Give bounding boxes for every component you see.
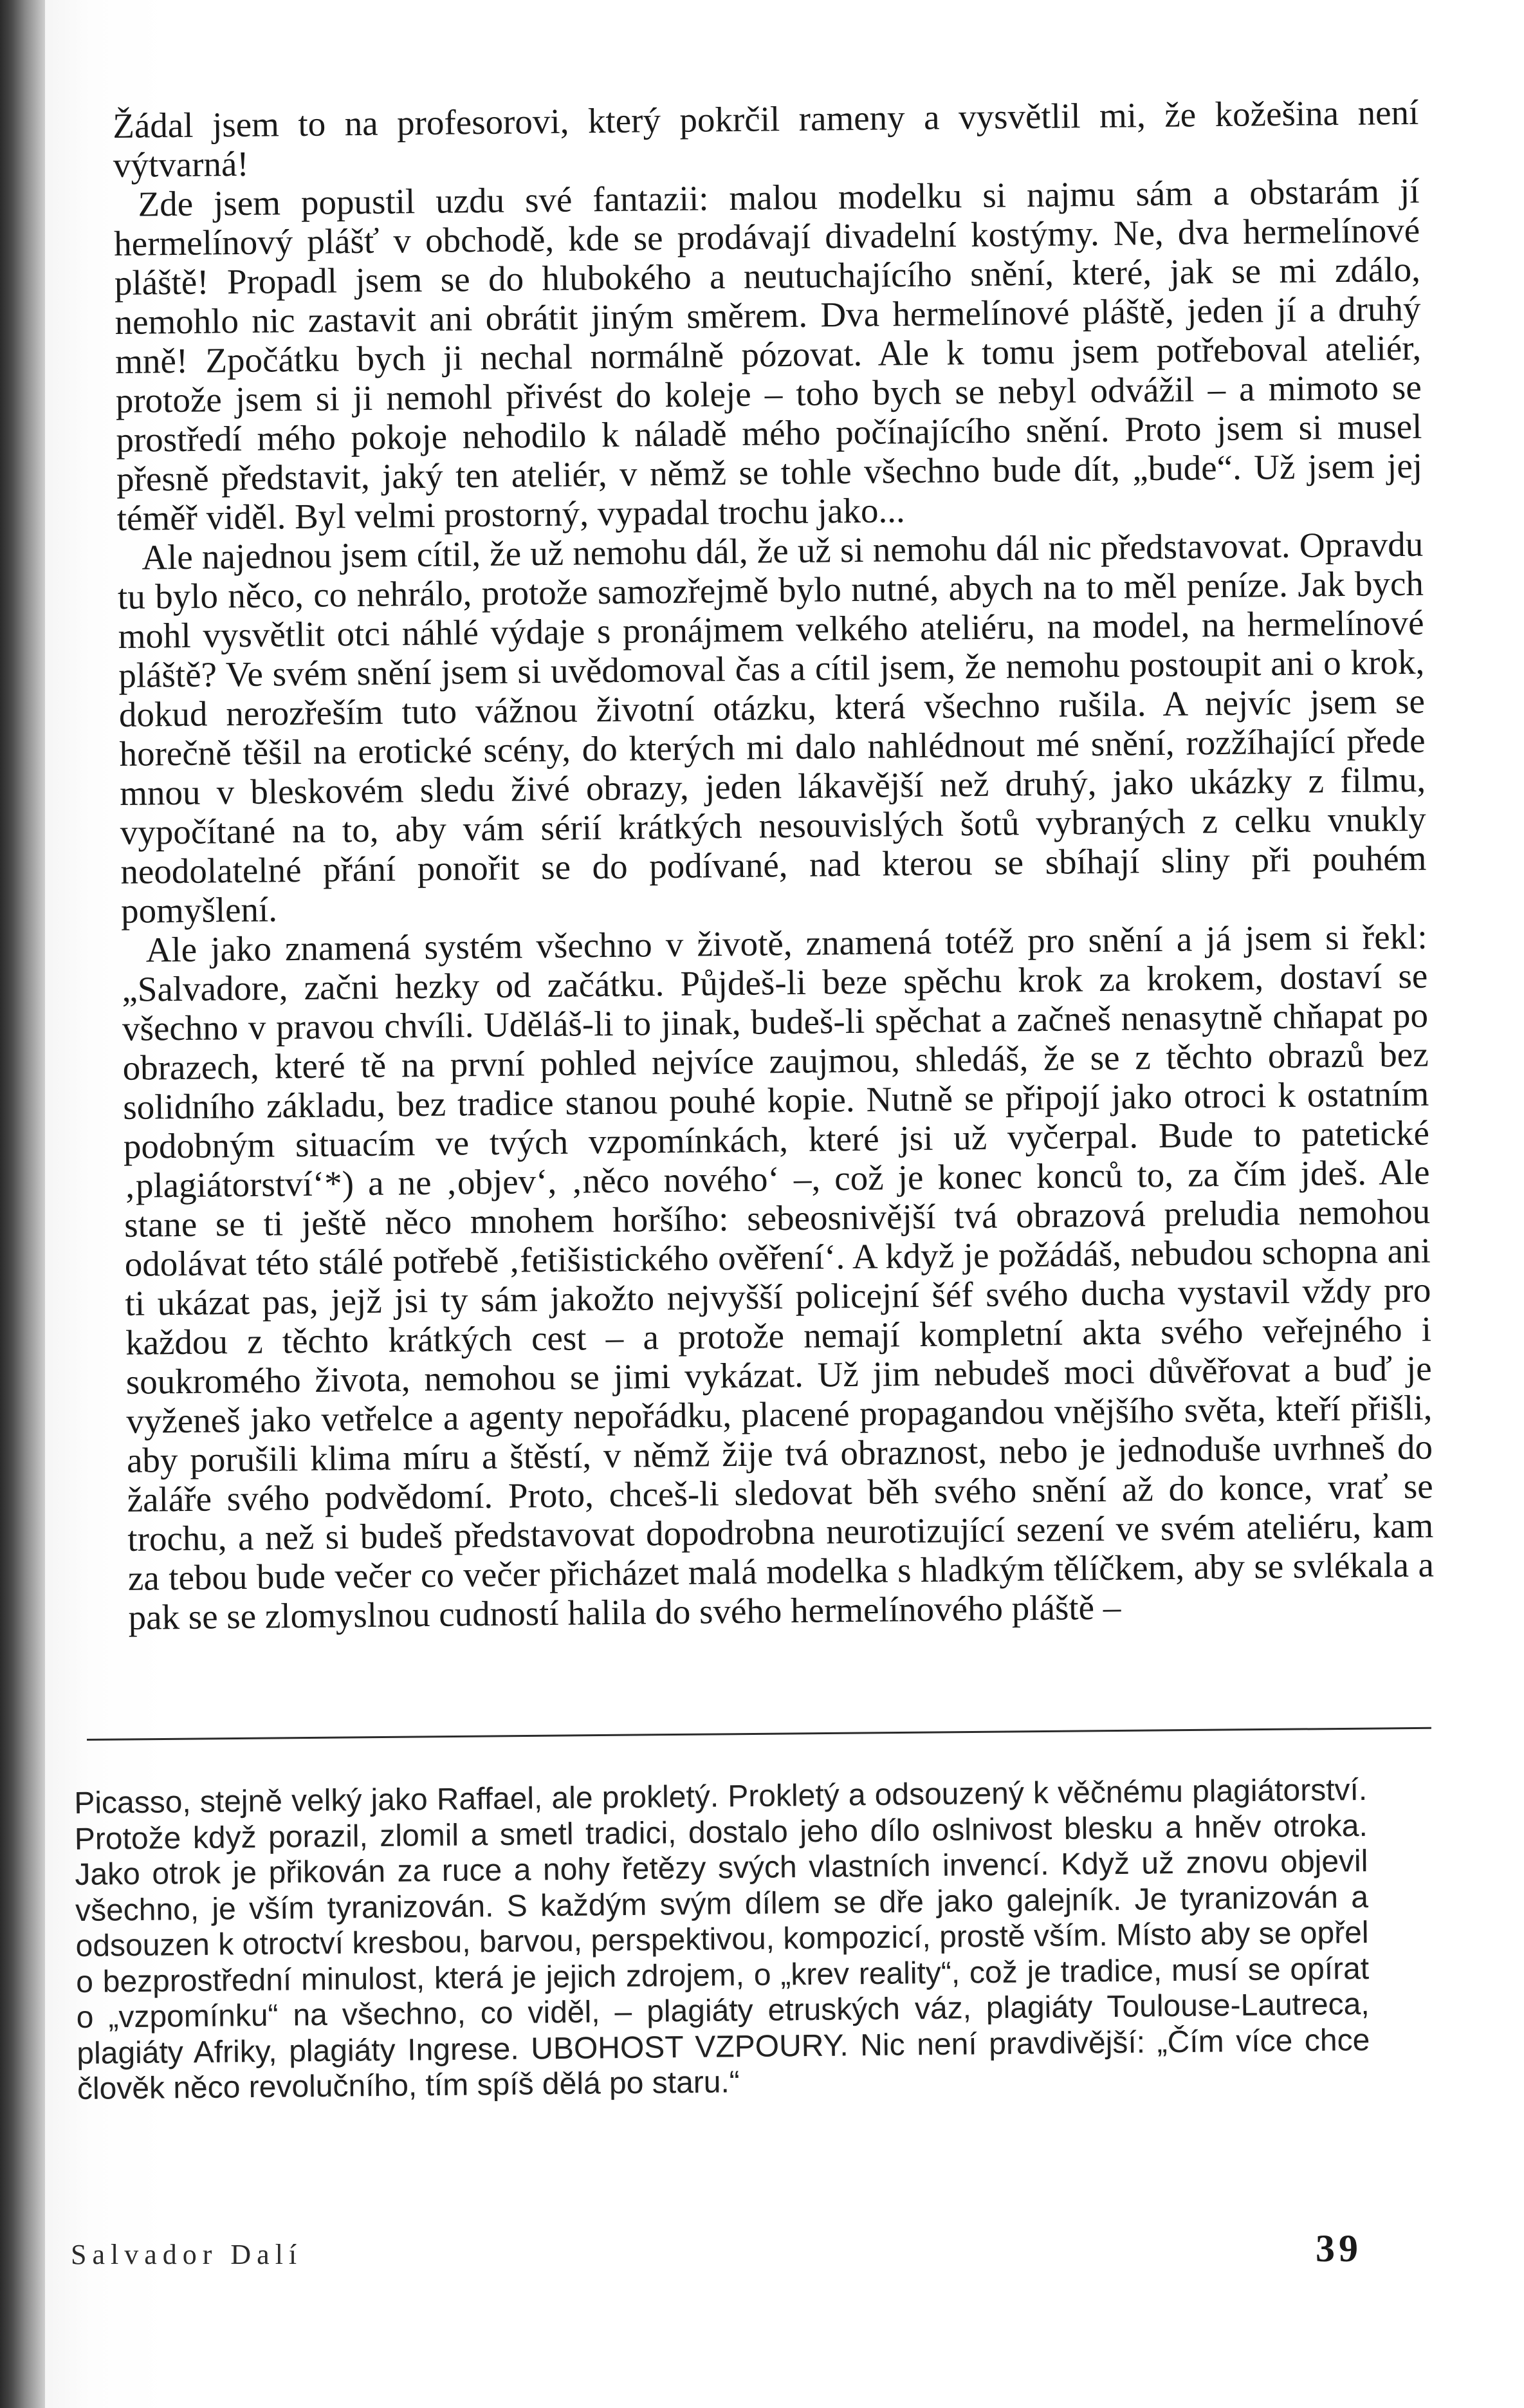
paragraph-2: Zde jsem popustil uzdu své fantazii: malou modelku si najmu sám a obstarám jí hermelínový plášť v obchodě, kde se prodávají divadelní kostýmy. Ne, dva hermelínové pláště! Propadl jsem se do hlubokého a neutuchajícího snění, které, jak se mi zdálo, nemohlo nic zastavit ani obrátit jiným směrem. Dva hermelínové pláště, jeden jí a druhý mně! Zpočátku bych ji nechal normálně pózovat. Ale k tomu jsem potřeboval ateliér, protože jsem si ji nemohl přivést do koleje – toho bych se nebyl odvážil – a mimoto se prostředí mého pokoje nehodilo k náladě mého počínajícího snění. Proto jsem si musel přesně představit, jaký ten ateliér, v němž se tohle všechno bude dít, „bude“. Už jsem jej téměř viděl. Byl velmi prostorný, vypadal trochu jako... — [113, 171, 1423, 538]
paragraph-3: Ale najednou jsem cítil, že už nemohu dál, že už si nemohu dál nic představovat. Opravdu tu bylo něco, co nehrálo, protože samozřejmě bylo nutné, abych na to měl peníze. Jak bych mohl vysvětlit otci náhlé výdaje s pronájmem velkého ateliéru, na model, na hermelínové pláště? Ve svém snění jsem si uvědomoval čas a cítil jsem, že nemohu postoupit ani o krok, dokud nerozřeším tuto vážnou životní otázku, která všechno rušila. A nejvíc jsem se horečně těšil na erotické scény, do kterých mi dalo nahlédnout mé snění, rozžíhající přede mnou v bleskovém sledu živé obrazy, jeden lákavější než druhý, jako ukázky z filmu, vypočítané na to, aby vám sérií krátkých nesouvislých šotů vybraných z celku vnukly neodolatelné přání ponořit se do podívané, nad kterou se sbíhají sliny při pouhém pomyšlení. — [117, 524, 1427, 931]
main-text — [113, 93, 1435, 1637]
page-number: 39 — [1316, 2227, 1362, 2270]
paragraph-4: Ale jako znamená systém všechno v životě, znamená totéž pro snění a já jsem si řekl: „Salvadore, začni hezky od začátku. Půjdeš-li beze spěchu krok za krokem, dostaví se všechno v pravou chvíli. Uděláš-li to jinak, budeš-li spěchat a začneš nenasytně chňapat po obrazech, které tě na první pohled nejvíce zaujmou, shledáš, že se z těchto obrazů bez solidního základu, bez tradice stanou pouhé kopie. Nutně se připojí jako otroci k ostatním podobným situacím ve tvých vzpomínkách, které jsi už vyčerpal. Bude to patetické ‚plagiátorství‘*) a ne ‚objev‘, ‚něco nového‘ –, což je konec konců to, za čím jdeš. Ale stane se ti ještě něco mnohem horšího: sebeosnivější tvá obrazová preludia nemohou odolávat této stálé potřebě ‚fetišistického ověření‘. A když je požádáš, nebudou schopna ani ti ukázat pas, jejž jsi ty sám jakožto nejvyšší policejní šéf svého ducha vystavil vždy pro každou z těchto krátkých cest – a protože nemají kompletní akta svého veřejného i soukromého života, nemohou se jimi vykázat. Už jim nebudeš moci důvěřovat a buď je vyženeš jako vetřelce a agenty nepořádku, placené propagandou vnějšího světa, kteří přišli, aby porušili klima míru a štěstí, v němž žije tvá obraznost, nebo je jednoduše uvrhneš do žaláře svého podvědomí. Proto, chceš-li sledovat běh svého snění až do konce, vrať se trochu, a než si budeš představovat dopodrobna neurotizující sezení ve svém ateliéru, kam za tebou bude večer co večer přicházet malá modelka s hladkým tělíčkem, aby se svlékala a pak se se zlomyslnou cudností halila do svého hermelínového pláště – — [122, 916, 1435, 1637]
book-binding-shadow — [0, 0, 45, 2408]
running-footer-author: Salvador Dalí — [71, 2239, 303, 2270]
footnote — [74, 1772, 1370, 2107]
footnote-text: Picasso, stejně velký jako Raffael, ale prokletý. Prokletý a odsouzený k věčnému plagiátorství. Protože když porazil, zlomil a smetl tradici, dostalo jeho dílo oslnivost blesku a hněv otroka. Jako otrok je přikován za ruce a nohy řetězy svých vlastních invencí. Když už znovu objevil všechno, je vším tyranizován. S každým svým dílem se dře jako galejník. Je tyranizován a odsouzen k otroctví kresbou, barvou, perspektivou, kompozicí, prostě vším. Místo aby se opřel o bezprostřední minulost, která je jejich zdrojem, o „krev reality“, což je tradice, musí se opírat o „vzpomínku“ na všechno, co viděl, – plagiáty etruských váz, plagiáty Toulouse-Lautreca, plagiáty Afriky, plagiáty Ingrese. UBOHOST VZPOURY. Nic není pravdivější: „Čím více chce člověk něco revolučního, tím spíš dělá po staru.“ — [74, 1772, 1370, 2106]
footnote-divider — [87, 1727, 1431, 1741]
paragraph-1: Žádal jsem to na profesorovi, který pokrčil rameny a vysvětlil mi, že kožešina není výtvarná! — [113, 92, 1419, 185]
